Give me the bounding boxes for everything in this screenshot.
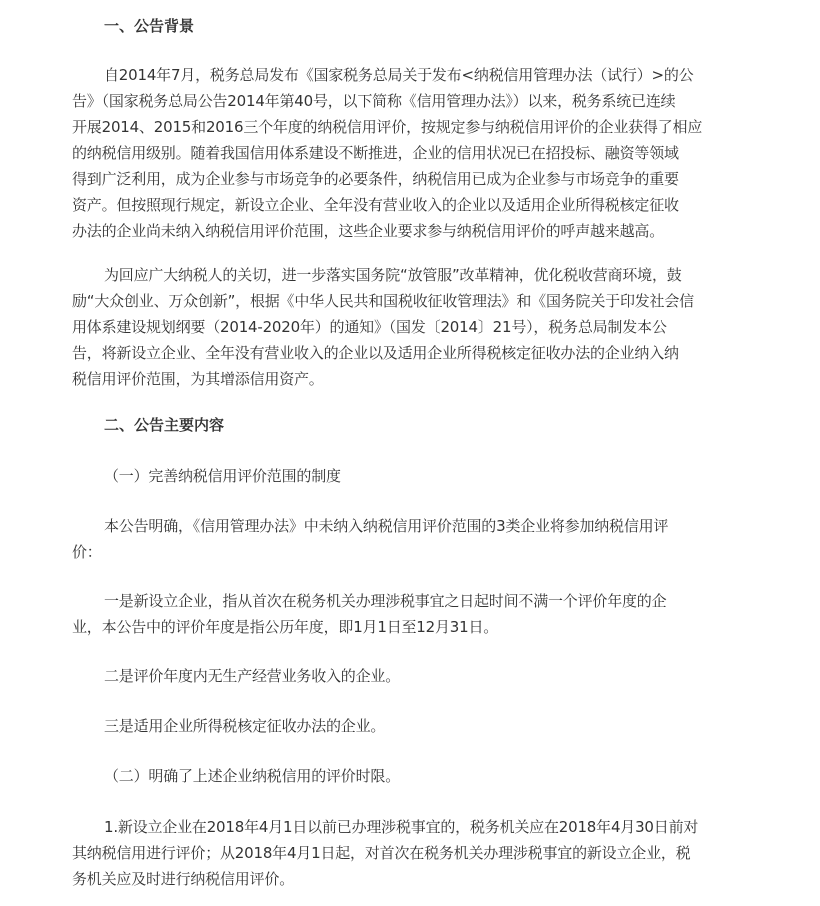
text-line: 务机关应及时进行纳税信用评价。 (72, 870, 295, 888)
text-line: 税信用评价范围，为其增添信用资产。 (72, 370, 324, 388)
text-line: 一是新设立企业，指从首次在税务机关办理涉税事宜之日起时间不满一个评价年度的企 (104, 592, 667, 610)
paragraph-background-history (72, 62, 752, 244)
section-heading-background: 一、公告背景 (104, 17, 195, 35)
text-line: 业，本公告中的评价年度是指公历年度，即1月1日至12月31日。 (72, 618, 499, 636)
list-item-new-enterprises (72, 588, 752, 640)
text-line: 励“大众创业、万众创新”，根据《中华人民共和国税收征收管理法》和《国务院关于印发社会信 (72, 292, 694, 310)
text-line: 本公告明确，《信用管理办法》中未纳入纳税信用评价范围的3类企业将参加纳税信用评 (104, 517, 669, 535)
text-line: 1.新设立企业在2018年4月1日以前已办理涉税事宜的，税务机关应在2018年4月30日前对 (104, 818, 699, 836)
paragraph-three-enterprise-types (72, 513, 752, 565)
text-line: 办法的企业尚未纳入纳税信用评价范围，这些企业要求参与纳税信用评价的呼声越来越高。 (72, 222, 665, 240)
text-line: 告，将新设立企业、全年没有营业收入的企业以及适用企业所得税核定征收办法的企业纳入纳 (72, 344, 679, 362)
text-line: 三是适用企业所得税核定征收办法的企业。 (104, 717, 386, 735)
section-heading-main-content: 二、公告主要内容 (104, 416, 225, 434)
text-line: 二是评价年度内无生产经营业务收入的企业。 (104, 667, 401, 685)
text-line: 自2014年7月，税务总局发布《国家税务总局关于发布<纳税信用管理办法（试行）>的公 (104, 66, 694, 84)
text-line: 用体系建设规划纲要（2014-2020年）的通知》（国发〔2014〕21号），税务总局制发本公 (72, 318, 667, 336)
list-item-assessed-collection-enterprises (72, 713, 752, 739)
text-line: 其纳税信用进行评价；从2018年4月1日起，对首次在税务机关办理涉税事宜的新设立企业，税 (72, 844, 691, 862)
text-line: 价： (72, 543, 102, 561)
paragraph-new-enterprise-deadline (72, 814, 752, 892)
text-line: （二）明确了上述企业纳税信用的评价时限。 (104, 767, 401, 785)
subheading-evaluation-scope (72, 463, 752, 489)
text-line: 的纳税信用级别。随着我国信用体系建设不断推进，企业的信用状况已在招投标、融资等领域 (72, 144, 679, 162)
list-item-no-revenue-enterprises (72, 663, 752, 689)
text-line: 资产。但按照现行规定，新设立企业、全年没有营业收入的企业以及适用企业所得税核定征收 (72, 196, 679, 214)
subheading-evaluation-deadline (72, 763, 752, 789)
text-line: 告》（国家税务总局公告2014年第40号，以下简称《信用管理办法》）以来，税务系统已连续 (72, 92, 676, 110)
text-line: 为回应广大纳税人的关切，进一步落实国务院“放管服”改革精神，优化税收营商环境，鼓 (104, 266, 682, 284)
paragraph-response-purpose (72, 262, 752, 392)
text-line: 开展2014、2015和2016三个年度的纳税信用评价，按规定参与纳税信用评价的企业获得了相应 (72, 118, 703, 136)
text-line: （一）完善纳税信用评价范围的制度 (104, 467, 341, 485)
text-line: 得到广泛利用，成为企业参与市场竞争的必要条件，纳税信用已成为企业参与市场竞争的重要 (72, 170, 679, 188)
